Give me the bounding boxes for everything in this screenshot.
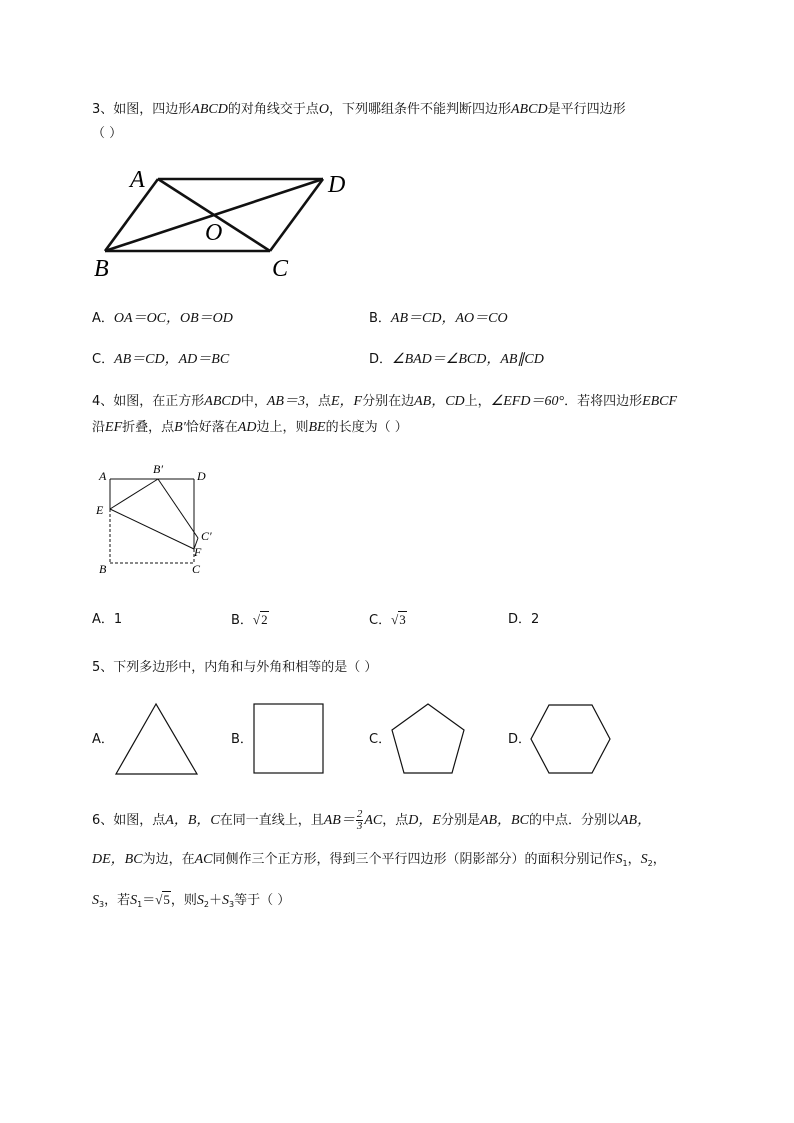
q6-fraction-numerator: 2 — [356, 808, 363, 820]
q6-de-bc: DE，BC — [92, 852, 143, 867]
q6-comma1: ， — [627, 852, 641, 867]
q3-blank: （ ） — [92, 126, 123, 141]
q6-s2b: S — [196, 893, 204, 908]
q4-stem-line2 — [92, 420, 408, 436]
q4-option-c-radicand: 3 — [399, 612, 406, 627]
q6-text-1a: 6、如图，点 — [92, 813, 166, 828]
q3-stem-c: ，下列哪组条件不能判断四边形 — [328, 102, 511, 117]
q4-text-1c: ，点 — [304, 394, 331, 409]
q4-ef-line: EF — [105, 420, 123, 435]
q3-option-d[interactable] — [369, 352, 544, 368]
q3-option-d-math: ∠BAD＝∠BCD，AB∥CD — [392, 352, 544, 367]
q3-option-c-label: C． — [92, 352, 115, 367]
q3-abcd-2: ABCD — [511, 102, 548, 117]
q4-label-c: C — [192, 562, 201, 576]
q4-label-bprime: B′ — [153, 462, 163, 476]
q4-ad: AD — [237, 420, 257, 435]
q3-parallelogram-figure — [90, 165, 360, 285]
q6-s1b-sub: 1 — [137, 900, 143, 909]
q4-ebcf: EBCF — [642, 394, 678, 409]
q4-option-d-value: 2 — [531, 612, 540, 627]
q4-label-a: A — [99, 469, 107, 483]
q4-text-1e: 上， — [464, 394, 491, 409]
q6-sqrt5-radicand: 5 — [163, 892, 170, 907]
q6-s3b: S — [221, 893, 229, 908]
q6-text-1c: ，点 — [382, 813, 409, 828]
q3-label-c: C — [272, 256, 289, 282]
q6-stem-line1 — [92, 809, 651, 833]
q6-s2b-sub: 2 — [203, 900, 209, 909]
q4-abcd: ABCD — [204, 394, 241, 409]
q4-text-2e: 的长度为（ ） — [325, 420, 408, 435]
q6-ab-end: AB， — [619, 813, 652, 828]
q6-stem-line2 — [92, 852, 666, 872]
q4-option-b-label: B． — [231, 613, 253, 628]
q6-sqrt5: √5 — [155, 892, 170, 907]
q3-label-b: B — [94, 256, 109, 282]
q4-label-cprime: C′ — [201, 529, 212, 543]
q6-fraction — [356, 809, 364, 832]
q3-o: O — [318, 102, 329, 117]
q4-text-2c: 恰好落在 — [185, 420, 238, 435]
q3-stem-a: 3、如图，四边形 — [92, 102, 192, 117]
q6-ab-bc: AB，BC — [479, 813, 529, 828]
q6-text-3c: 等于（ ） — [234, 893, 291, 908]
q3-stem — [92, 102, 626, 118]
q4-label-e: E — [96, 503, 104, 517]
q5-square-shape[interactable] — [250, 700, 328, 778]
q5-option-c-label[interactable]: C． — [369, 732, 392, 747]
q6-abc: A，B，C — [165, 813, 220, 828]
q4-option-c-label: C． — [369, 613, 392, 628]
q3-option-c[interactable] — [92, 352, 229, 368]
q3-stem-d: 是平行四边形 — [547, 102, 626, 117]
q4-option-b-radicand: 2 — [261, 612, 268, 627]
q4-segment-eb-prime — [110, 479, 158, 509]
q6-comma2: ， — [652, 852, 666, 867]
q6-text-2a: 为边，在 — [142, 852, 195, 867]
q4-text-2d: 边上，则 — [256, 420, 309, 435]
q4-text-1f: ．若将四边形 — [564, 394, 643, 409]
q4-text-1b: 中， — [240, 394, 267, 409]
q6-s3: S — [92, 893, 99, 908]
q6-s1b: S — [130, 893, 138, 908]
q3-stem-b: 的对角线交于点 — [227, 102, 319, 117]
q6-s2: S — [640, 852, 648, 867]
q4-option-b[interactable] — [231, 612, 269, 629]
q5-hexagon-shape[interactable] — [526, 700, 616, 780]
q6-fraction-denominator: 3 — [356, 820, 363, 832]
q5-option-a-label[interactable]: A． — [92, 732, 114, 747]
q4-fold-ef — [110, 509, 194, 549]
q4-text-1d: 分别在边 — [362, 394, 415, 409]
q4-option-a-label: A． — [92, 612, 114, 627]
q6-s1-sub: 1 — [622, 859, 628, 868]
q3-option-b-label: B． — [369, 311, 391, 326]
q6-stem-line3 — [92, 892, 290, 913]
q3-option-a[interactable] — [92, 311, 233, 327]
q6-plus: ＋ — [208, 893, 222, 908]
q4-option-b-sqrt: √2 — [252, 612, 268, 627]
q3-option-c-math: AB＝CD，AD＝BC — [114, 352, 230, 367]
q4-ab-cd: AB，CD — [414, 394, 465, 409]
q4-stem-line1 — [92, 394, 677, 410]
q3-option-b[interactable] — [369, 311, 508, 327]
q4-text-1a: 4、如图，在正方形 — [92, 394, 205, 409]
q6-text-2b: 同侧作三个正方形，得到三个平行四边形（阴影部分）的面积分别记作 — [212, 852, 616, 867]
q6-ac: AC — [364, 813, 383, 828]
q6-ab-eq: AB＝ — [323, 813, 355, 828]
q5-option-d-label[interactable]: D． — [508, 732, 532, 747]
q3-option-d-label: D． — [369, 352, 393, 367]
q4-option-a-value: 1 — [113, 612, 123, 627]
q4-label-d: D — [197, 469, 206, 483]
q4-option-d[interactable] — [508, 612, 539, 628]
q4-ef: E，F — [330, 394, 363, 409]
q4-segment-bprime-cprime — [158, 479, 198, 538]
q6-ac2: AC — [194, 852, 213, 867]
q4-bprime: B′ — [174, 420, 186, 435]
q4-option-c[interactable] — [369, 612, 407, 629]
q4-square-fold-figure — [90, 460, 230, 580]
q6-text-1d: 分别是 — [440, 813, 480, 828]
q4-text-2b: 折叠，点 — [122, 420, 175, 435]
q6-text-3b: ，则 — [170, 893, 197, 908]
q5-stem: 5、下列多边形中，内角和与外角和相等的是（ ） — [92, 660, 378, 675]
q6-s3-sub: 3 — [99, 900, 105, 909]
q6-text-1b: 在同一直线上，且 — [219, 813, 324, 828]
q4-text-2a: 沿 — [92, 420, 106, 435]
q3-label-a: A — [130, 167, 145, 193]
q3-option-b-math: AB＝CD，AO＝CO — [390, 311, 508, 326]
q6-eq: ＝ — [142, 893, 156, 908]
q3-option-a-math: OA＝OC，OB＝OD — [113, 311, 233, 326]
q6-de: D，E — [408, 813, 441, 828]
q4-ab3: AB＝3 — [266, 394, 305, 409]
q5-pentagon-shape[interactable] — [386, 700, 470, 780]
q4-label-f: F — [194, 545, 202, 559]
q3-label-o: O — [205, 220, 223, 246]
q6-s3b-sub: 3 — [228, 900, 235, 909]
q6-text-3a: ，若 — [104, 893, 131, 908]
q4-label-b: B — [99, 562, 107, 576]
q6-s2-sub: 2 — [647, 859, 653, 868]
q4-angle: ∠EFD＝60° — [490, 394, 565, 409]
q4-option-d-label: D． — [508, 612, 532, 627]
q3-abcd: ABCD — [191, 102, 228, 117]
q4-option-c-sqrt: √3 — [391, 612, 406, 627]
q3-label-d: D — [328, 172, 346, 198]
q5-option-b-label[interactable]: B． — [231, 732, 253, 747]
q5-triangle-shape[interactable] — [112, 700, 204, 780]
q6-s1: S — [615, 852, 623, 867]
q4-option-a[interactable] — [92, 612, 122, 628]
q3-side-dc — [270, 179, 323, 251]
q4-be: BE — [308, 420, 326, 435]
q6-text-1e: 的中点．分别以 — [528, 813, 620, 828]
q3-option-a-label: A． — [92, 311, 114, 326]
